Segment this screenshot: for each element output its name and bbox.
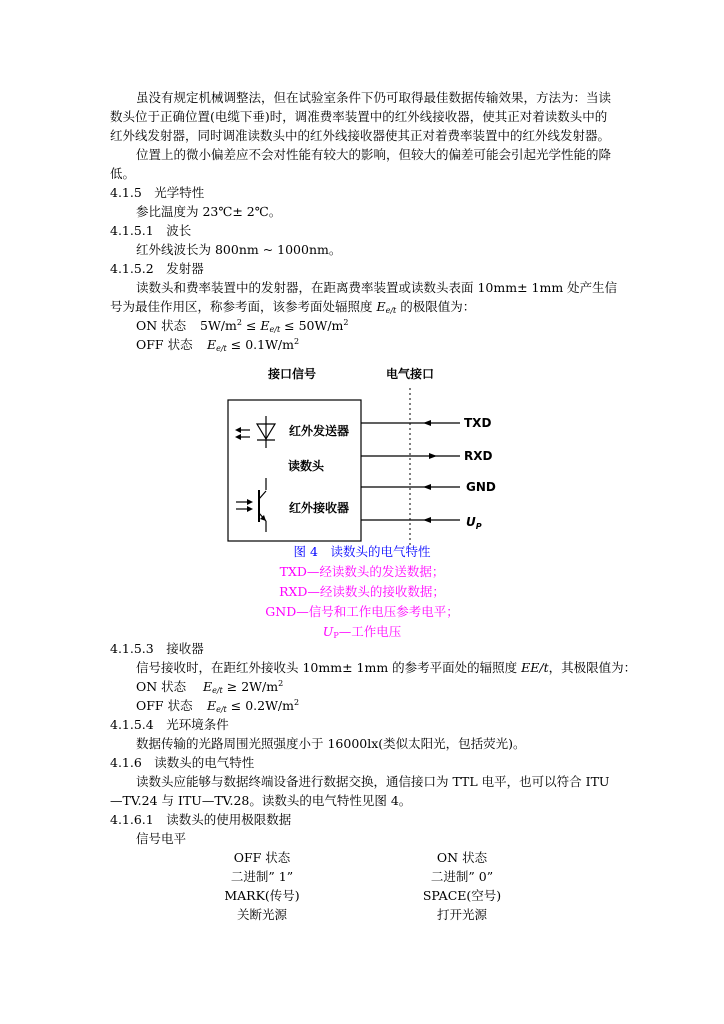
gnd-signal-label: GND: [466, 480, 496, 494]
receiver-on-limit: $E_{e/t} \ge 2W/m^2$: [203, 679, 284, 695]
header-interface-signal: 接口信号: [268, 367, 317, 381]
table-left-row-3: MARK(传号): [224, 888, 300, 903]
legend-gnd: GND—信号和工作电压参考电平；: [265, 604, 459, 619]
txd-line: [361, 420, 460, 426]
emitter-text-line-1: 读数头和费率装置中的发射器，在距离费率装置或读数头表面 10mm± 1mm 处产生信: [136, 280, 618, 295]
rxd-signal-label: RXD: [464, 449, 493, 463]
electrical-text-line-1: 读数头应能够与数据终端设备进行数据交换，通信接口为 TTL 电平，也可以符合 ITU: [136, 774, 610, 789]
figure-caption: 图 4 读数头的电气特性: [293, 544, 431, 559]
emitter-text-line-2: 号为最佳作用区，称参考面，该参考面处辐照度 $E_{e/t}$ 的极限值为：: [110, 299, 476, 315]
heading-4-1-5: 4.1.5 光学特性: [110, 185, 205, 200]
emitter-on-limit: $5W/m^2 \le E_{e/t} \le 50W/m^2$: [200, 318, 349, 334]
emitter-label: 红外发送器: [289, 424, 350, 438]
header-electrical-interface: 电气接口: [386, 367, 435, 381]
phototransistor-receiver-icon: [236, 478, 266, 532]
led-emitter-icon: [235, 416, 275, 448]
signal-level-label: 信号电平: [136, 831, 187, 846]
up-line: [361, 517, 460, 523]
table-left-row-2: 二进制” 1”: [230, 869, 294, 884]
paragraph-1-line-1: 虽没有规定机械调整法，但在试验室条件下仍可取得最佳数据传输效果，方法为：当读: [136, 90, 612, 105]
up-signal-label: $U_P$: [466, 515, 482, 531]
table-left-row-4: 关断光源: [236, 907, 287, 922]
paragraph-2-line-2: 低。: [110, 166, 136, 181]
legend-txd: TXD—经读数头的发送数据；: [279, 564, 445, 579]
legend-up: $U_P—$工作电压: [322, 624, 402, 640]
heading-4-1-5-4: 4.1.5.4 光环境条件: [110, 717, 229, 732]
heading-4-1-5-3: 4.1.5.3 接收器: [110, 641, 204, 656]
receiver-text-line-1: 信号接收时，在距红外接收头 10mm± 1mm 的参考平面处的辐照度 EE/t，其极限值为：: [136, 660, 637, 675]
heading-4-1-5-2: 4.1.5.2 发射器: [110, 261, 204, 276]
table-right-row-3: SPACE(空号): [422, 888, 502, 903]
reader-label: 读数头: [288, 459, 325, 473]
wavelength-text: 红外线波长为 800nm ~ 1000nm。: [136, 242, 342, 257]
heading-4-1-6-1: 4.1.6.1 读数头的使用极限数据: [110, 812, 292, 827]
receiver-label: 红外接收器: [289, 501, 350, 515]
txd-signal-label: TXD: [464, 416, 492, 430]
receiver-on-label: ON 状态: [136, 679, 187, 694]
heading-4-1-5-1: 4.1.5.1 波长: [110, 223, 192, 238]
paragraph-1-line-2: 数头位于正确位置(电缆下垂)时，调准费率装置中的红外线接收器，使其正对着读数头中的: [110, 109, 608, 124]
receiver-off-limit: $E_{e/t} \le 0.2W/m^2$: [207, 698, 300, 714]
paragraph-1-line-3: 红外线发射器，同时调准读数头中的红外线接收器使其正对着费率装置中的红外线发射器。: [110, 128, 611, 143]
heading-4-1-6: 4.1.6 读数头的电气特性: [110, 755, 255, 770]
emitter-off-label: OFF 状态: [136, 337, 193, 352]
light-environment-text: 数据传输的光路周围光照强度小于 16000lx(类似太阳光，包括荧光)。: [136, 736, 526, 751]
emitter-on-label: ON 状态: [136, 318, 187, 333]
table-right-row-4: 打开光源: [436, 907, 487, 922]
paragraph-2-line-1: 位置上的微小偏差应不会对性能有较大的影响，但较大的偏差可能会引起光学性能的降: [136, 147, 612, 162]
table-left-row-1: OFF 状态: [233, 850, 291, 865]
reference-temperature: 参比温度为 23℃± 2℃。: [136, 204, 282, 219]
emitter-off-limit: $E_{e/t} \le 0.1W/m^2$: [207, 337, 300, 353]
table-right-row-1: ON 状态: [436, 850, 488, 865]
receiver-off-label: OFF 状态: [136, 698, 193, 713]
legend-rxd: RXD—经读数头的接收数据；: [279, 584, 445, 599]
electrical-text-line-2: —TV.24 与 ITU—TV.28。读数头的电气特性见图 4。: [110, 793, 412, 808]
table-right-row-2: 二进制” 0”: [430, 869, 494, 884]
